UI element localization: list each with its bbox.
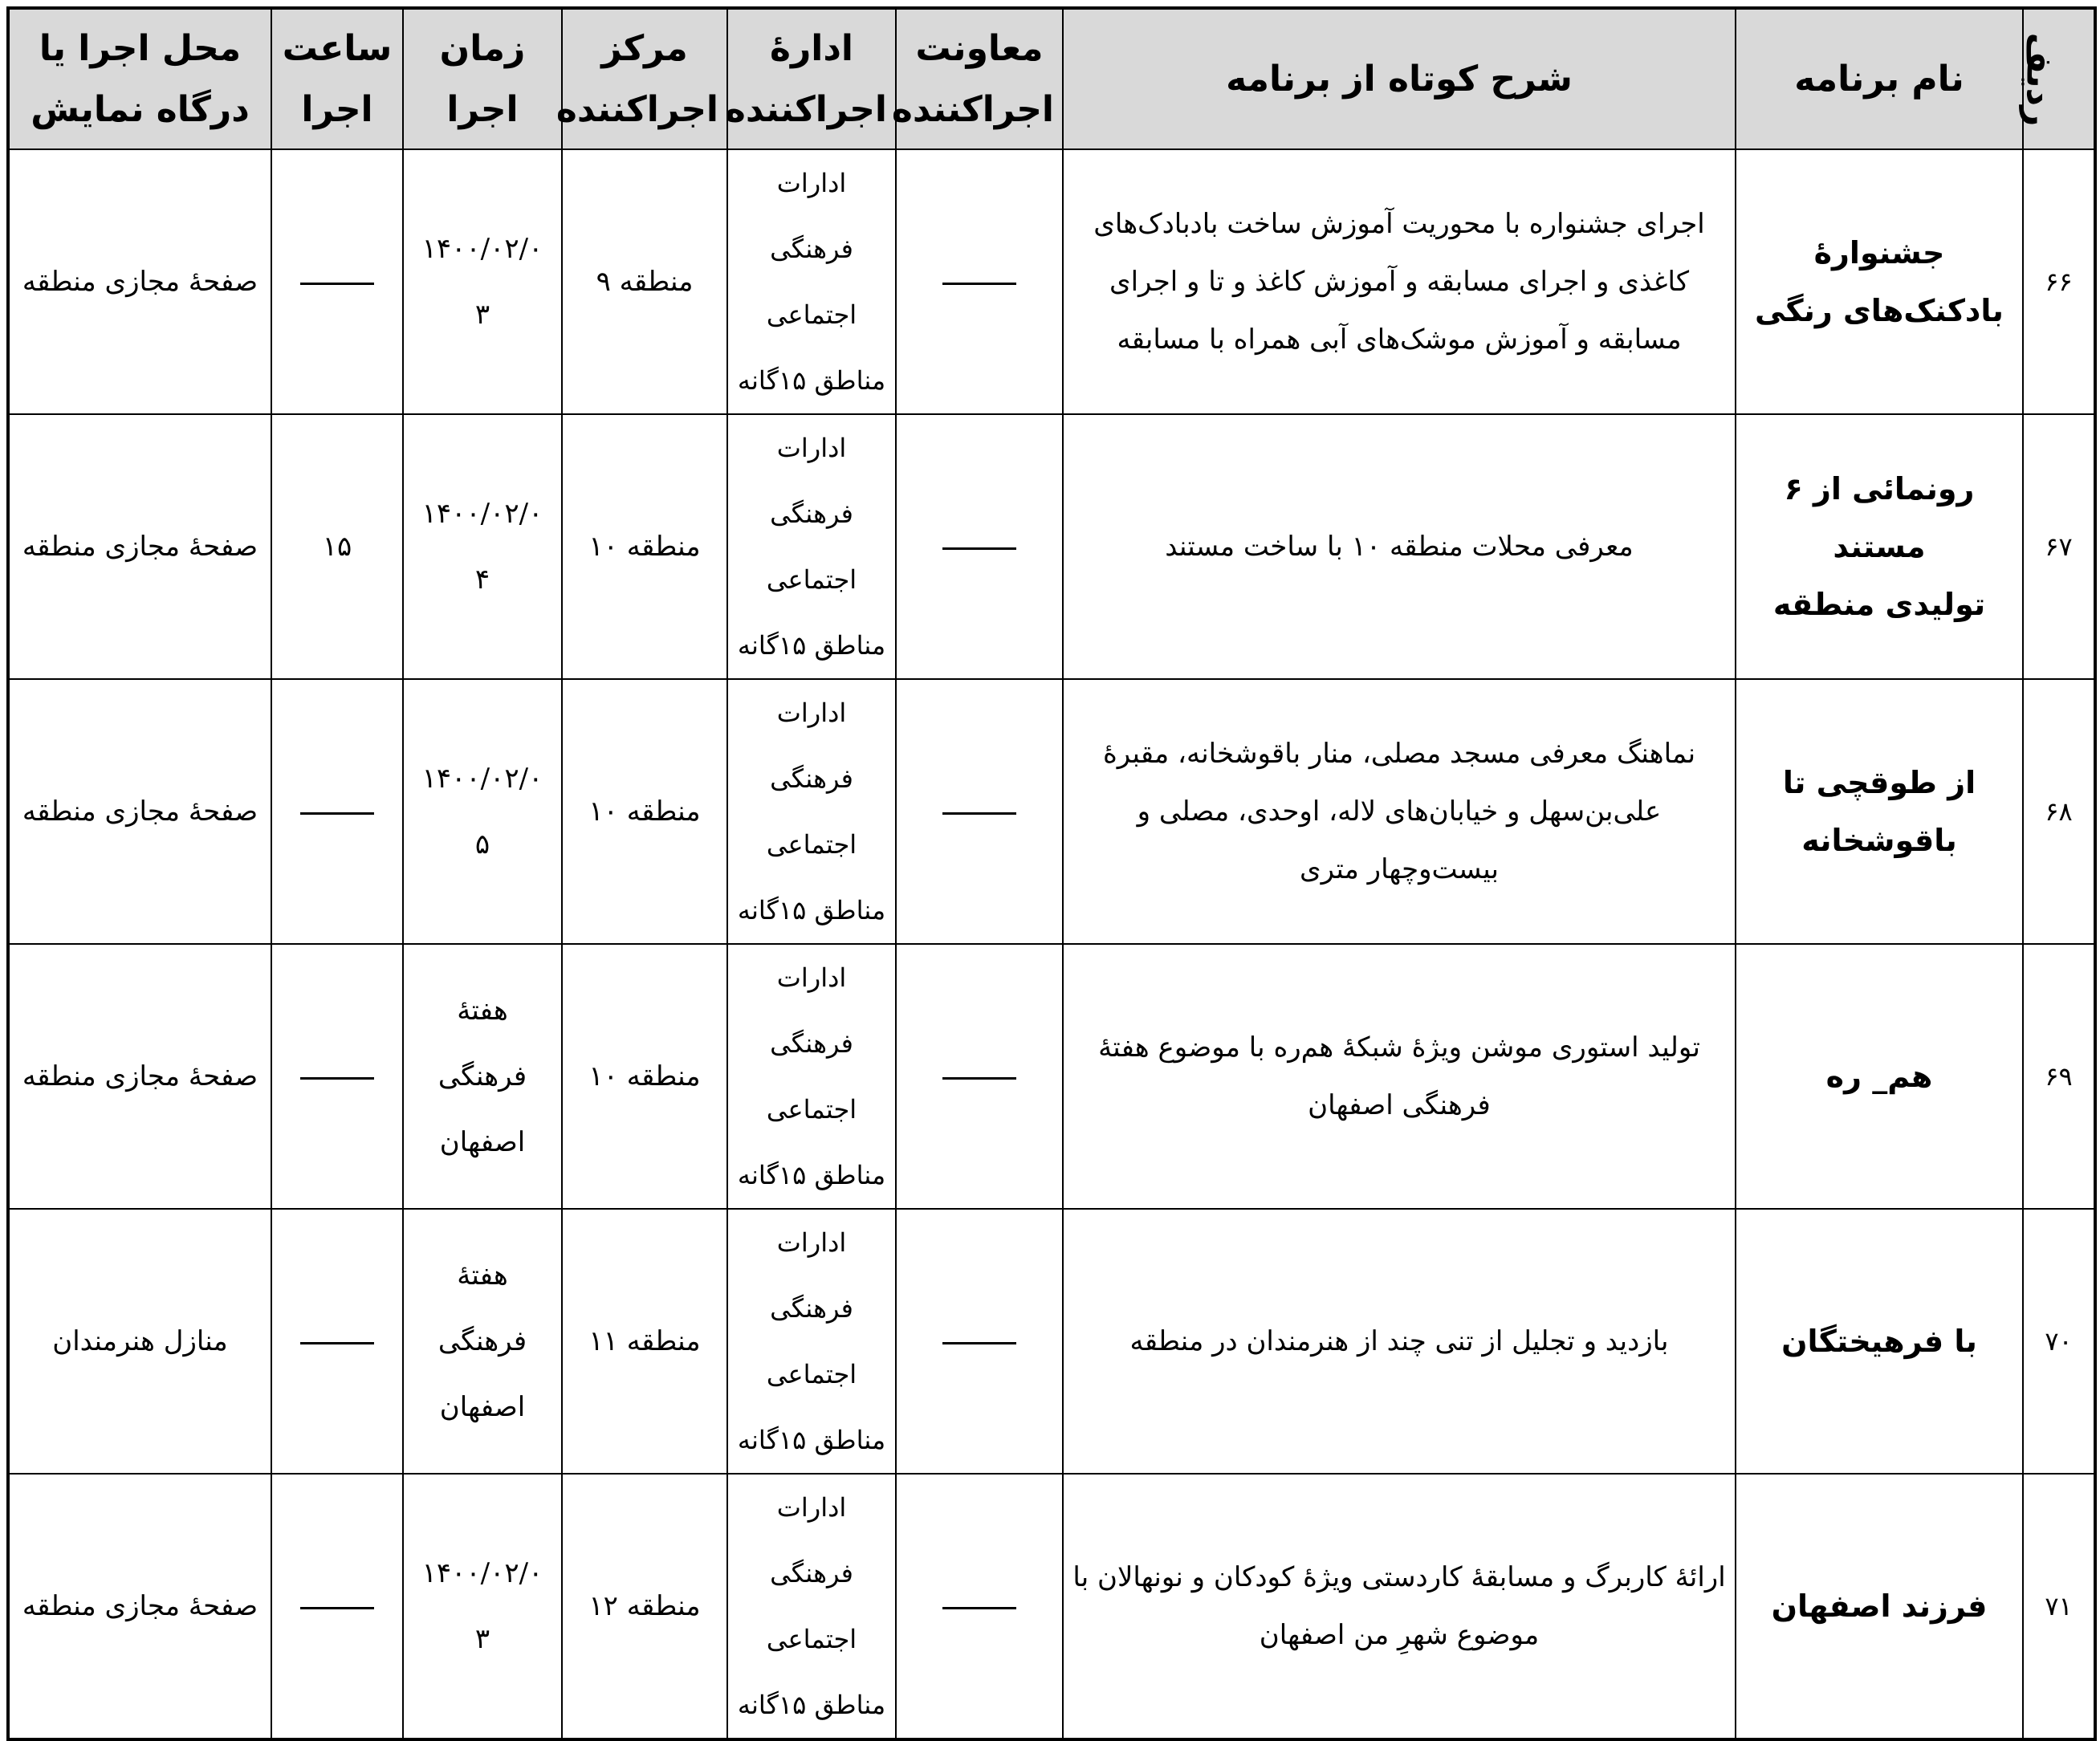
center-cell: منطقه ۹ [562, 149, 727, 414]
program-name: از طوقچی تا باقوشخانه [1736, 679, 2023, 944]
center-cell: منطقه ۱۰ [562, 944, 727, 1209]
program-description: معرفی محلات منطقه ۱۰ با ساخت مستند [1063, 414, 1736, 679]
hour-cell [271, 1474, 403, 1739]
empty-dash [942, 1342, 1016, 1344]
date-cell: ۱۴۰۰/۰۲/۰ ۳ [403, 149, 562, 414]
header-row [8, 8, 2095, 149]
venue-cell: منازل هنرمندان [8, 1209, 271, 1474]
row-number: ۶۸ [2023, 679, 2095, 944]
program-description: بازدید و تجلیل از تنی چند از هنرمندان در منطقه [1063, 1209, 1736, 1474]
table-row [8, 679, 2095, 944]
deputy-cell [896, 1209, 1063, 1474]
venue-cell: صفحهٔ مجازی منطقه [8, 679, 271, 944]
empty-dash [942, 1607, 1016, 1609]
row-number: ۶۶ [2023, 149, 2095, 414]
venue-cell: صفحهٔ مجازی منطقه [8, 149, 271, 414]
header-description: شرح کوتاه از برنامه [1063, 8, 1736, 149]
program-description: ارائهٔ کاربرگ و مسابقهٔ کاردستی ویژهٔ کودکان و نونهالان با موضوع شهرِ من اصفهان [1063, 1474, 1736, 1739]
program-name: با فرهیختگان [1736, 1209, 2023, 1474]
empty-dash [300, 1342, 374, 1344]
department-cell: ادارات فرهنگی اجتماعی مناطق ۱۵گانه [727, 1474, 896, 1739]
row-number: ۷۰ [2023, 1209, 2095, 1474]
deputy-cell [896, 679, 1063, 944]
program-name: رونمائی از ۶ مستند تولیدی منطقه [1736, 414, 2023, 679]
empty-dash [942, 547, 1016, 550]
header-deputy: معاونت اجراکننده [896, 8, 1063, 149]
date-cell: ۱۴۰۰/۰۲/۰ ۳ [403, 1474, 562, 1739]
empty-dash [300, 283, 374, 285]
header-center: مرکز اجراکننده [562, 8, 727, 149]
department-cell: ادارات فرهنگی اجتماعی مناطق ۱۵گانه [727, 944, 896, 1209]
header-date: زمان اجرا [403, 8, 562, 149]
header-program-name: نام برنامه [1736, 8, 2023, 149]
program-description: نماهنگ معرفی مسجد مصلی، منار باقوشخانه، مقبرهٔ علی‌بن‌سهل و خیابان‌های لاله، اوحدی، مصلی و بیست‌وچهار متری [1063, 679, 1736, 944]
date-cell: ۱۴۰۰/۰۲/۰ ۴ [403, 414, 562, 679]
empty-dash [300, 1077, 374, 1080]
hour-cell [271, 944, 403, 1209]
program-table [6, 6, 2097, 1741]
empty-dash [942, 283, 1016, 285]
venue-cell: صفحهٔ مجازی منطقه [8, 1474, 271, 1739]
table-row [8, 1209, 2095, 1474]
program-description: اجرای جشنواره با محوریت آموزش ساخت بادبادک‌های کاغذی و اجرای مسابقه و آموزش کاغذ و تا و اجرای مسابقه و آموزش موشک‌های آبی همراه با مسابقه [1063, 149, 1736, 414]
header-row-number: ردیف [2023, 8, 2095, 149]
center-cell: منطقه ۱۱ [562, 1209, 727, 1474]
table-row [8, 944, 2095, 1209]
program-description: تولید استوری موشن ویژهٔ شبکهٔ هم‌ره با موضوع هفتهٔ فرهنگی اصفهان [1063, 944, 1736, 1209]
program-name: هم_ ره [1736, 944, 2023, 1209]
hour-cell: ۱۵ [271, 414, 403, 679]
center-cell: منطقه ۱۰ [562, 679, 727, 944]
empty-dash [300, 1607, 374, 1609]
row-number: ۶۹ [2023, 944, 2095, 1209]
table-row [8, 149, 2095, 414]
program-name: جشنوارهٔ بادکنک‌های رنگی [1736, 149, 2023, 414]
table-row [8, 414, 2095, 679]
venue-cell: صفحهٔ مجازی منطقه [8, 414, 271, 679]
header-venue: محل اجرا یا درگاه نمایش [8, 8, 271, 149]
date-cell: ۱۴۰۰/۰۲/۰ ۵ [403, 679, 562, 944]
department-cell: ادارات فرهنگی اجتماعی مناطق ۱۵گانه [727, 149, 896, 414]
deputy-cell [896, 414, 1063, 679]
department-cell: ادارات فرهنگی اجتماعی مناطق ۱۵گانه [727, 414, 896, 679]
program-name: فرزند اصفهان [1736, 1474, 2023, 1739]
date-cell: هفتهٔ فرهنگی اصفهان [403, 944, 562, 1209]
center-cell: منطقه ۱۲ [562, 1474, 727, 1739]
header-hour: ساعت اجرا [271, 8, 403, 149]
row-number: ۶۷ [2023, 414, 2095, 679]
hour-cell [271, 149, 403, 414]
center-cell: منطقه ۱۰ [562, 414, 727, 679]
empty-dash [942, 1077, 1016, 1080]
empty-dash [300, 812, 374, 815]
deputy-cell [896, 1474, 1063, 1739]
department-cell: ادارات فرهنگی اجتماعی مناطق ۱۵گانه [727, 679, 896, 944]
empty-dash [942, 812, 1016, 815]
deputy-cell [896, 944, 1063, 1209]
venue-cell: صفحهٔ مجازی منطقه [8, 944, 271, 1209]
deputy-cell [896, 149, 1063, 414]
table-row [8, 1474, 2095, 1739]
hour-cell [271, 1209, 403, 1474]
header-department: ادارهٔ اجراکننده [727, 8, 896, 149]
department-cell: ادارات فرهنگی اجتماعی مناطق ۱۵گانه [727, 1209, 896, 1474]
hour-cell [271, 679, 403, 944]
date-cell: هفتهٔ فرهنگی اصفهان [403, 1209, 562, 1474]
row-number: ۷۱ [2023, 1474, 2095, 1739]
